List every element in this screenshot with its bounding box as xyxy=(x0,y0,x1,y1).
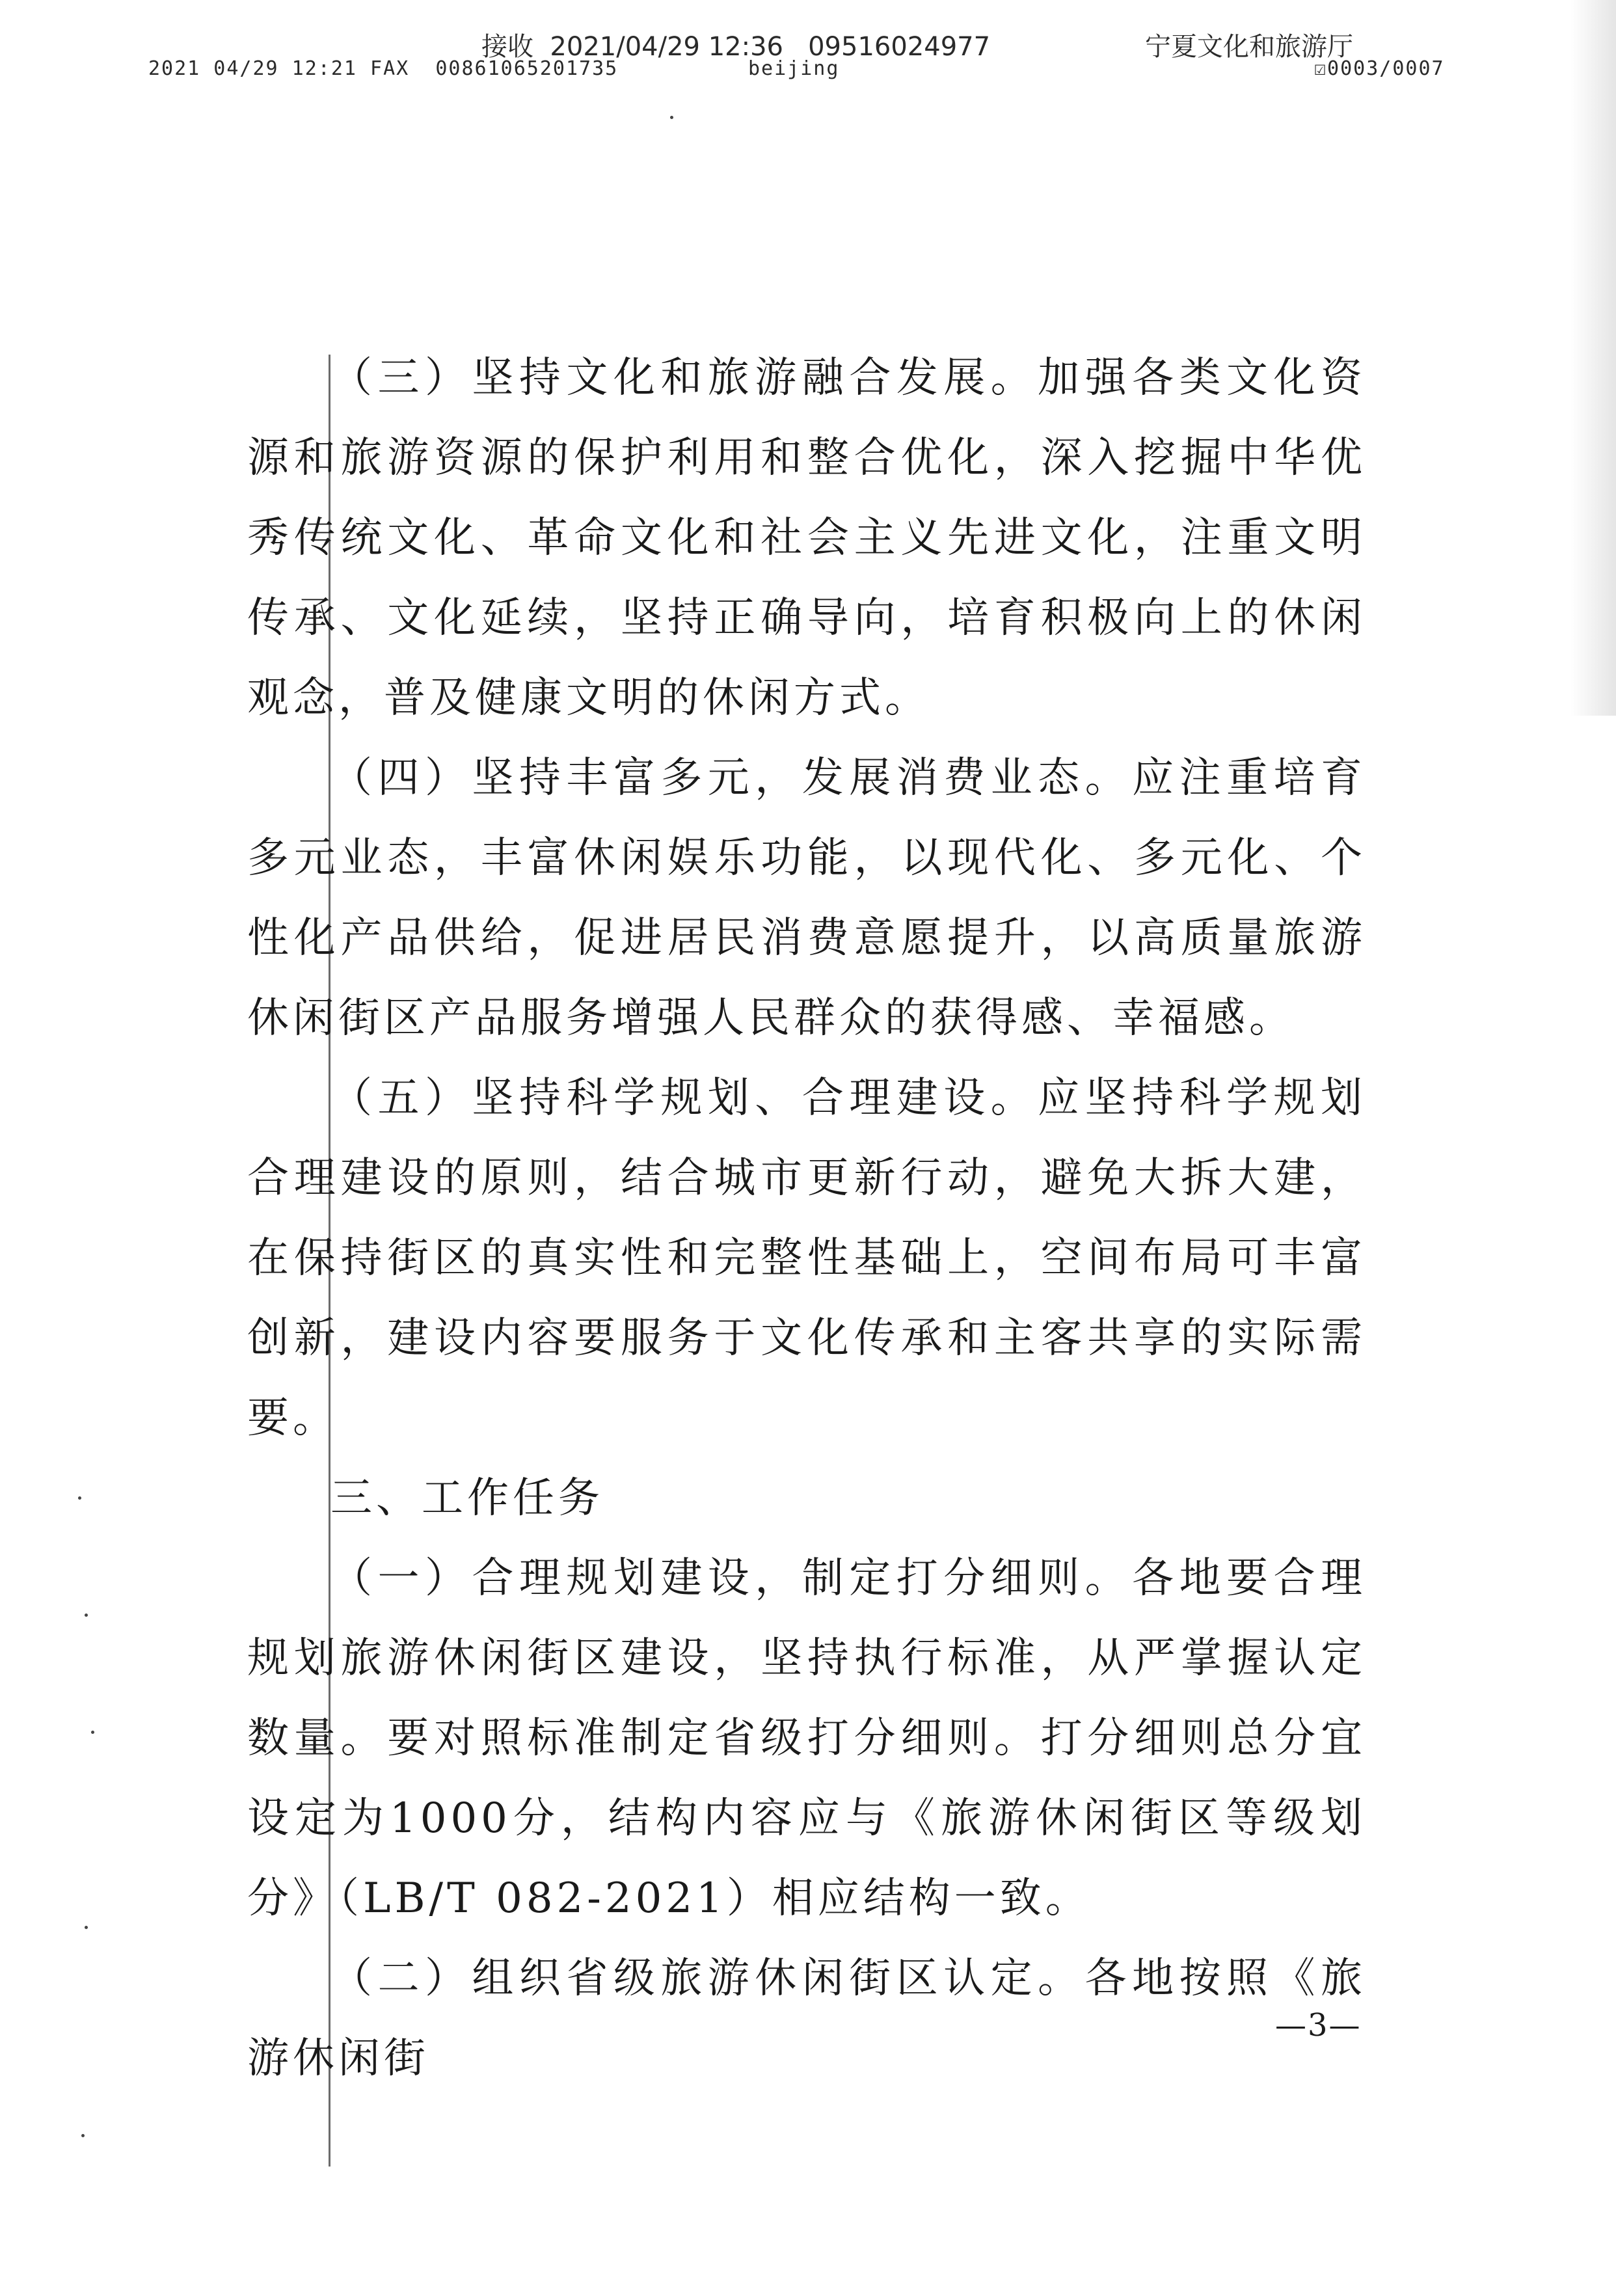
scan-speck xyxy=(81,2134,85,2137)
section-heading: 三、工作任务 xyxy=(330,1474,604,1522)
scan-speck xyxy=(85,1926,88,1929)
fax-receive-header: 接收 2021/04/29 12:36 09516024977 xyxy=(481,32,991,62)
paragraph: （二）组织省级旅游休闲街区认定。各地按照《旅游休闲街 xyxy=(247,1954,1366,2083)
paragraph: （五）坚持科学规划、合理建设。应坚持科学规划合理建设的原则，结合城市更新行动，避免大拆大建，在保持街区的真实性和完整性基础上，空间布局可丰富创新，建设内容要服务于文化传承和主客共享的实际需要。 xyxy=(247,1074,1366,1442)
paragraph: （一）合理规划建设，制定打分细则。各地要合理规划旅游休闲街区建设，坚持执行标准，从严掌握认定数量。要对照标准制定省级打分细则。打分细则总分宜设定为1000分，结构内容应与《旅游休闲街区等级划分》（LB/T 082-2021）相应结构一致。 xyxy=(247,1554,1366,1923)
document-body xyxy=(247,338,1366,2099)
scan-speck xyxy=(78,1496,81,1500)
page-number: —3— xyxy=(1275,2007,1362,2044)
fax-send-location: beijing xyxy=(748,57,840,80)
paragraph: （四）坚持丰富多元，发展消费业态。应注重培育多元业态，丰富休闲娱乐功能，以现代化、多元化、个性化产品供给，促进居民消费意愿提升，以高质量旅游休闲街区产品服务增强人民群众的获得感、幸福感。 xyxy=(247,754,1366,1042)
scan-speck xyxy=(670,116,673,119)
scan-speck xyxy=(91,1731,94,1734)
scan-speck xyxy=(85,1614,88,1617)
fax-receive-org: 宁夏文化和旅游厅 xyxy=(1145,32,1353,62)
paragraph: （三）坚持文化和旅游融合发展。加强各类文化资源和旅游资源的保护利用和整合优化，深入挖掘中华优秀传统文化、革命文化和社会主义先进文化，注重文明传承、文化延续，坚持正确导向，培育积极向上的休闲观念，普及健康文明的休闲方式。 xyxy=(247,354,1366,722)
fax-send-header: 2021 04/29 12:21 FAX 00861065201735 xyxy=(148,57,619,80)
scan-edge-shadow xyxy=(1570,0,1616,716)
fax-page-indicator: ☑0003/0007 xyxy=(1314,57,1445,80)
